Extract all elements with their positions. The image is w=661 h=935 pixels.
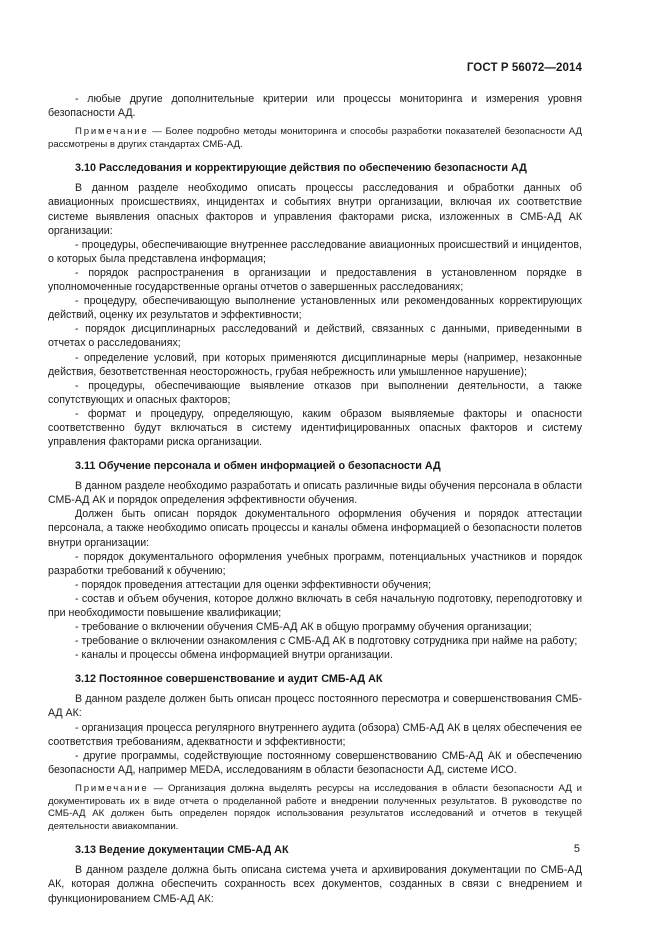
list-item: - порядок документального оформления учебных программ, потенциальных участников и порядок разработки требований к обучению; [48,550,582,577]
list-item: - требование о включении ознакомления с СМБ-АД АК в подготовку сотрудника при найме на работу; [75,635,578,648]
paragraph: В данном разделе должна быть описана система учета и архивирования документации по СМБ-АД АК, которая должна обеспечить сохранность всех документов, созданных в связи с внедрением и функционированием СМБ-АД АК: [48,864,582,905]
note [48,126,582,151]
note-text: — Более подробно методы мониторинга и способы разработки показателей безопасности АД рассмотрены в других стандартах СМБ-АД. [48,126,582,150]
paragraph: В данном разделе должен быть описан процесс постоянного пересмотра и совершенствования СМБ-АД АК: [48,693,582,720]
list-item: - процедуры, обеспечивающие внутреннее расследование авиационных происшествий и инцидентов, о которых была представлена информация; [48,238,582,265]
list-item: - определение условий, при которых применяются дисциплинарные меры (например, незаконные действия, безответственная неосторожность, грубая небрежность или умышленное нарушение); [48,351,582,378]
list-item: - формат и процедуру, определяющую, каким образом выявляемые факторы и опасности соответственно будут включаться в систему идентифицированных опасных факторов и систему управления факторами риска организации. [48,407,582,449]
list-item: - другие программы, содействующие постоянному совершенствованию СМБ-АД АК и обеспечению безопасности АД, например MEDA, исследованиям в области безопасности АД, системе ИСО. [48,749,582,776]
list-item: - каналы и процессы обмена информацией внутри организации. [75,649,393,662]
section-heading-3-11: 3.11 Обучение персонала и обмен информацией о безопасности АД [75,460,441,473]
section-heading-3-12: 3.12 Постоянное совершенствование и аудит СМБ-АД АК [75,673,383,686]
page-content [48,92,582,906]
note-label: Примечание [75,126,149,138]
list-item: - процедуры, обеспечивающие выявление отказов при выполнении деятельности, а также сопутствующих и опасных факторов; [48,379,582,406]
note-label: Примечание [75,782,149,794]
list-item: - требование о включении обучения СМБ-АД АК в общую программу обучения организации; [75,621,532,634]
note-text: — Организация должна выделять ресурсы на исследования в области безопасности АД и документировать их в виде отчета о проделанной работе и внедрении полученных результатов. В руководстве по СМБ-АД АК должен быть определен порядок использования результатов исследований и отчетов в текущей деятельности авиакомпании. [48,782,582,832]
list-item: - любые другие дополнительные критерии или процессы мониторинга и измерения уровня безопасности АД. [48,93,582,120]
paragraph: Должен быть описан порядок документального оформления обучения и порядок аттестации персонала, а также необходимо описать процессы и каналы обмена информацией о безопасности полетов внутри организации: [48,508,582,549]
page-number: 5 [573,843,580,855]
list-item: - порядок проведения аттестации для оценки эффективности обучения; [75,578,432,591]
section-heading-3-13: 3.13 Ведение документации СМБ-АД АК [75,844,289,857]
list-item: - состав и объем обучения, которое должно включать в себя начальную подготовку, переподготовку и при необходимости повышение квалификации; [48,592,582,619]
list-item: - процедуру, обеспечивающую выполнение установленных или рекомендованных корректирующих действий, оценку их результатов и эффективности; [48,295,582,322]
document-id-header: ГОСТ Р 56072—2014 [466,62,582,74]
paragraph: В данном разделе необходимо описать процессы расследования и обработки данных об авиационных происшествиях, инцидентах и событиях внутри организации, включая их соответствие системе выявления опасных факторов и управления факторами риска, изложенных в СМБ-АД АК организации: [48,182,582,237]
list-item: - порядок распространения в организации и предоставления в установленном порядке в уполномоченные государственные органы отчетов о завершенных расследованиях; [48,266,582,294]
section-heading-3-10: 3.10 Расследования и корректирующие действия по обеспечению безопасности АД [75,162,527,175]
list-item: - организация процесса регулярного внутреннего аудита (обзора) СМБ-АД АК в целях обеспечения ее соответствия требованиям, адекватности и эффективности; [48,721,582,748]
list-item: - порядок дисциплинарных расследований и действий, связанных с данными, приведенными в отчетах о расследованиях; [48,323,582,350]
note [48,783,582,833]
paragraph: В данном разделе необходимо разработать и описать различные виды обучения персонала в области СМБ-АД АК и порядок определения эффективности обучения. [48,480,583,507]
